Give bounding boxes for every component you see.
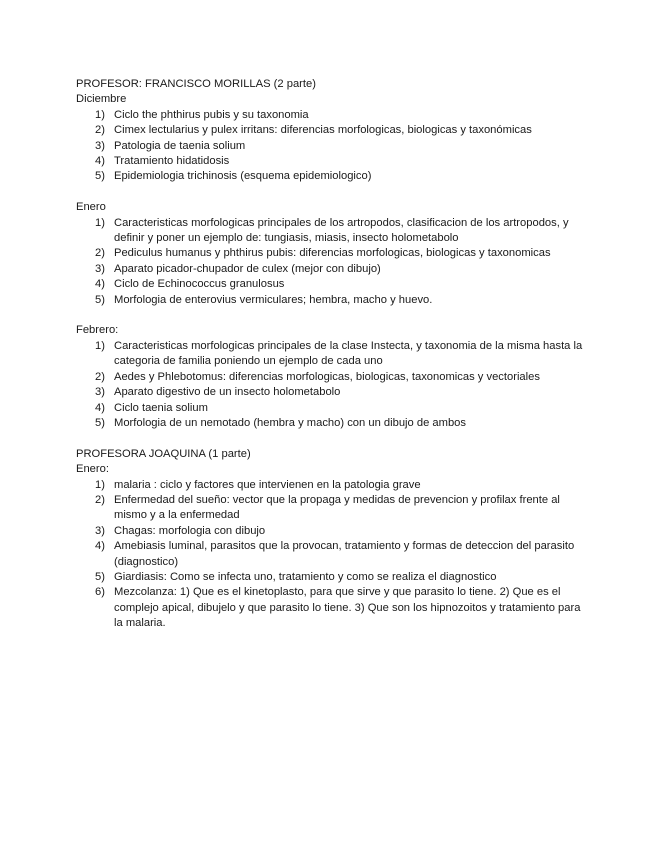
list-item	[76, 416, 586, 431]
spacer	[76, 431, 586, 446]
item-number: 1)	[95, 339, 105, 352]
item-number: 3)	[95, 386, 105, 399]
list-item	[76, 493, 586, 524]
item-number: 1)	[95, 478, 105, 491]
list-item	[76, 585, 586, 631]
question-list	[76, 108, 586, 185]
item-text: Aparato digestivo de un insecto holometabolo	[114, 386, 341, 399]
list-item	[76, 139, 586, 154]
item-number: 2)	[95, 124, 105, 137]
item-text: Pediculus humanus y phthirus pubis: diferencias morfologicas, biologicas y taxonomicas	[114, 247, 551, 260]
item-text: Patologia de taenia solium	[114, 139, 246, 152]
section-heading: PROFESOR: FRANCISCO MORILLAS (2 parte)	[76, 78, 316, 90]
list-item	[76, 539, 586, 570]
item-text: Morfologia de enterovius vermiculares; hembra, macho y huevo.	[114, 293, 433, 306]
item-number: 6)	[95, 586, 105, 599]
month-heading: Febrero:	[76, 324, 119, 337]
item-number: 5)	[95, 170, 105, 183]
item-text: Cimex lectularius y pulex irritans: diferencias morfologicas, biologicas y taxonómicas	[114, 124, 532, 137]
list-item	[76, 169, 586, 184]
item-number: 5)	[95, 293, 105, 306]
list-item	[76, 123, 586, 138]
item-number: 3)	[95, 524, 105, 537]
item-number: 1)	[95, 108, 105, 121]
list-item	[76, 478, 586, 493]
item-text: malaria : ciclo y factores que intervienen en la patologia grave	[114, 478, 421, 491]
list-item	[76, 570, 586, 585]
list-item	[76, 216, 586, 247]
item-text: Epidemiologia trichinosis (esquema epidemiologico)	[114, 170, 372, 183]
item-number: 4)	[95, 155, 105, 168]
item-text: Ciclo the phthirus pubis y su taxonomia	[114, 108, 309, 121]
section-joaquina-enero	[76, 447, 586, 632]
item-text: Amebiasis luminal, parasitos que la provocan, tratamiento y formas de deteccion del parasito (diagnostico)	[114, 540, 575, 568]
item-number: 4)	[95, 278, 105, 291]
item-number: 2)	[95, 493, 105, 506]
list-item	[76, 401, 586, 416]
item-text: Mezcolanza: 1) Que es el kinetoplasto, para que sirve y que parasito lo tiene. 2) Que es el complejo apical, dibujelo y que parasito lo tiene. 3) Que son los hipnozoitos y tratamiento para la malaria.	[114, 586, 581, 630]
list-item	[76, 108, 586, 123]
month-heading: Enero	[76, 201, 106, 214]
section-morillas-febrero	[76, 323, 586, 431]
item-text: Ciclo de Echinococcus granulosus	[114, 278, 285, 291]
item-number: 2)	[95, 370, 105, 383]
document-body	[76, 77, 586, 632]
section-morillas-enero	[76, 200, 586, 308]
item-number: 5)	[95, 570, 105, 583]
list-item	[76, 154, 586, 169]
item-text: Ciclo taenia solium	[114, 401, 208, 414]
item-text: Aedes y Phlebotomus: diferencias morfologicas, biologicas, taxonomicas y vectoriales	[114, 370, 540, 383]
question-list	[76, 478, 586, 632]
item-number: 5)	[95, 416, 105, 429]
item-text: Chagas: morfologia con dibujo	[114, 524, 266, 537]
list-item	[76, 370, 586, 385]
list-item	[76, 277, 586, 292]
item-text: Giardiasis: Como se infecta uno, tratamiento y como se realiza el diagnostico	[114, 570, 497, 583]
item-number: 1)	[95, 216, 105, 229]
month-heading: Enero:	[76, 463, 109, 476]
list-item	[76, 262, 586, 277]
item-text: Enfermedad del sueño: vector que la propaga y medidas de prevencion y profilax frente al mismo y a la enfermedad	[114, 493, 560, 522]
list-item	[76, 293, 586, 308]
list-item	[76, 246, 586, 261]
item-text: Caracteristicas morfologicas principales de los artropodos, clasificacion de los artropodos, y definir y poner un ejemplo de: tungiasis, miasis, insecto holometabolo	[114, 216, 569, 245]
spacer	[76, 185, 586, 200]
list-item	[76, 339, 586, 370]
item-number: 4)	[95, 540, 105, 553]
question-list	[76, 216, 586, 308]
spacer	[76, 308, 586, 323]
month-heading: Diciembre	[76, 93, 127, 106]
item-number: 3)	[95, 139, 105, 152]
section-morillas-diciembre	[76, 77, 586, 185]
item-number: 3)	[95, 262, 105, 275]
item-number: 2)	[95, 247, 105, 260]
item-text: Tratamiento hidatidosis	[114, 155, 230, 168]
item-text: Morfologia de un nemotado (hembra y macho) con un dibujo de ambos	[114, 416, 466, 429]
list-item	[76, 524, 586, 539]
question-list	[76, 339, 586, 431]
list-item	[76, 385, 586, 400]
item-number: 4)	[95, 401, 105, 414]
section-heading: PROFESORA JOAQUINA (1 parte)	[76, 447, 251, 460]
item-text: Aparato picador-chupador de culex (mejor con dibujo)	[114, 262, 381, 275]
item-text: Caracteristicas morfologicas principales de la clase Instecta, y taxonomia de la misma hasta la categoria de familia poniendo un ejemplo de cada uno	[114, 339, 583, 368]
